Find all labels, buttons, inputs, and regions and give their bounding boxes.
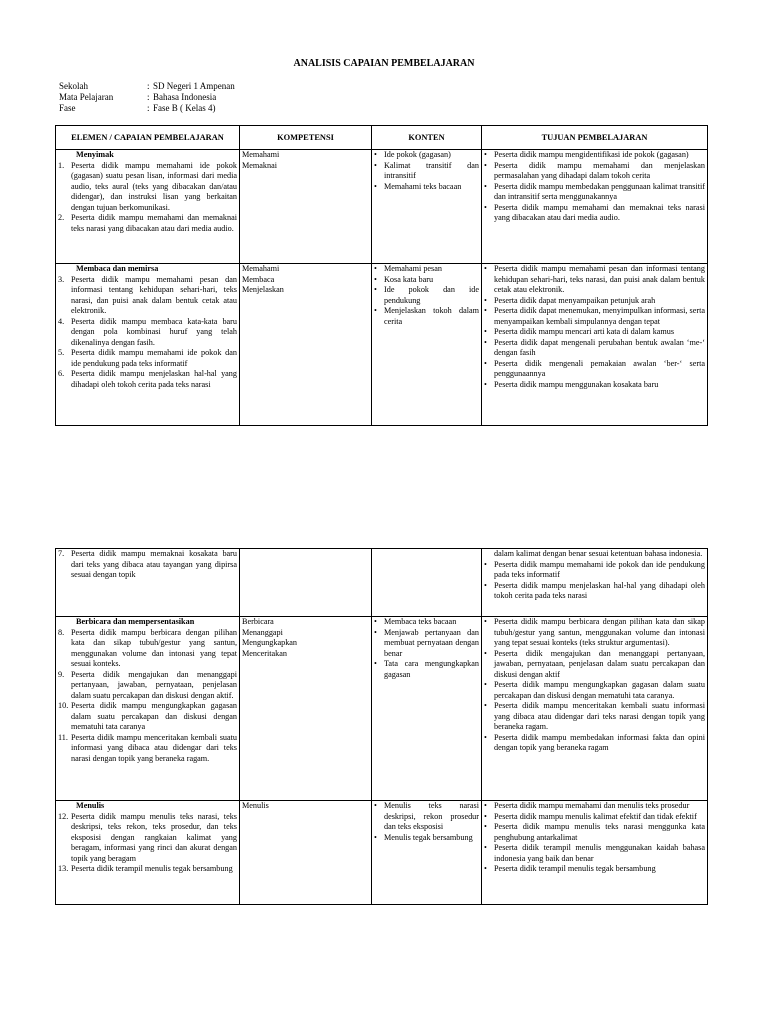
kompetensi-item: Menulis — [242, 801, 269, 810]
elemen-heading: Menyimak — [76, 150, 114, 159]
tujuan-item: • Peserta didik mampu mengungkapkan gagasan dalam suatu percakapan dan diskusi dengan mematuhi tata caranya. — [484, 680, 705, 700]
header-elemen: ELEMEN / CAPAIAN PEMBELAJARAN — [56, 126, 240, 150]
konten-cell — [372, 617, 482, 801]
tujuan-item: • Peserta didik mampu menulis kalimat efektif dan tidak efektif — [484, 811, 697, 821]
cp-item: 5. Peserta didik mampu memahami ide pokok dan ide pendukung pada teks informatif — [58, 348, 237, 368]
tujuan-item: • Peserta didik mampu menulis teks narasi menggunka kata penghubung antarkalimat — [484, 822, 705, 842]
tujuan-item: • Peserta didik mampu mencari arti kata di dalam kamus — [484, 327, 675, 336]
tujuan-item: • Peserta didik mampu menjelaskan hal-hal yang dihadapi oleh tokoh cerita pada teks narasi — [484, 580, 705, 600]
cp-item: 11. Peserta didik mampu menceritakan kembali suatu informasi yang dibaca atau didengar dari teks narasi dengan topik yang beraneka ragam. — [58, 732, 237, 763]
elemen-cell — [56, 801, 240, 905]
tujuan-item: • Peserta didik dapat menemukan, menyimpulkan informasi, serta menyampaikan kembali simpulannya dengan tepat — [484, 306, 705, 326]
tujuan-item: • Peserta didik mampu mengidentifikasi ide pokok (gagasan) — [484, 150, 689, 159]
tujuan-item: • Peserta didik mampu berbicara dengan pilihan kata dan sikap tubuh/gestur yang santun, menggunakan volume dan intonasi yang tepat sesuai konteks (teks struktur argumentasi). — [484, 617, 705, 647]
meta-row-fase: Fase : Fase B ( Kelas 4) — [59, 103, 216, 113]
cp-item: 6. Peserta didik mampu menjelaskan hal-hal yang dihadapi oleh tokoh cerita pada teks narasi — [58, 369, 237, 389]
header-kompetensi: KOMPETENSI — [240, 126, 372, 150]
kompetensi-item: Memahami — [242, 264, 280, 273]
tujuan-item: • Peserta didik mampu memahami dan menulis teks prosedur — [484, 801, 690, 810]
konten-item: • Menulis tegak bersambung — [374, 832, 473, 842]
konten-item: • Menjawab pertanyaan dan membuat pernyataan dengan benar — [374, 627, 479, 658]
konten-item: • Menjelaskan tokoh dalam cerita — [374, 306, 479, 326]
konten-item: • Ide pokok (gagasan) — [374, 150, 451, 159]
kompetensi-cell — [240, 264, 372, 426]
tujuan-item: • Peserta didik mampu memahami dan menjelaskan permasalahan yang dihadapi dalam tokoh cerita — [484, 160, 705, 180]
elemen-cell — [56, 617, 240, 801]
table-row-membaca — [56, 264, 708, 426]
tujuan-cell — [482, 617, 708, 801]
konten-item: • Tata cara mengungkapkan gagasan — [374, 659, 479, 679]
kompetensi-item: Mengungkapkan — [242, 638, 298, 647]
cp-table-page-2 — [55, 548, 708, 905]
cp-item: 9. Peserta didik mengajukan dan menanggapi pertanyaan, jawaban, pernyataan, penjelasan dalam suatu percakapan dan diskusi dengan aktif. — [58, 669, 237, 700]
konten-item: • Menulis teks narasi deskripsi, rekon prosedur dan teks eksposisi — [374, 801, 479, 831]
tujuan-cell — [482, 264, 708, 426]
table-row-menyimak — [56, 150, 708, 264]
cp-item: 12. Peserta didik mampu menulis teks narasi, teks deskripsi, teks rekon, teks prosedur, dan teks eksposisi dengan rangkaian kalimat yang beragam, informasi yang rinci dan akurat dengan topik yang beragam — [58, 811, 237, 863]
kompetensi-item: Memahami — [242, 150, 280, 159]
konten-item: • Kalimat transitif dan intransitif — [374, 160, 479, 180]
table-row-berbicara — [56, 617, 708, 801]
elemen-heading: Berbicara dan mempersentasikan — [76, 617, 195, 626]
table-header-row — [56, 126, 708, 150]
konten-cell — [372, 150, 482, 264]
table-row-continued — [56, 549, 708, 617]
elemen-cell — [56, 150, 240, 264]
kompetensi-cell — [240, 150, 372, 264]
table-row-menulis — [56, 801, 708, 905]
header-konten: KONTEN — [372, 126, 482, 150]
cp-table-page-1 — [55, 125, 708, 426]
tujuan-continued-text: dalam kalimat dengan benar sesuai ketentuan bahasa indonesia. — [494, 549, 703, 558]
tujuan-item: • Peserta didik mampu menggunakan kosakata baru — [484, 379, 659, 389]
kompetensi-item: Menjelaskan — [242, 285, 284, 294]
tujuan-item: • Peserta didik mengenali pemakaian awalan ‘ber-‘ serta penggunaannya — [484, 358, 705, 378]
tujuan-item: • Peserta didik dapat mengenali perubahan bentuk awalan ‘me-‘ dengan fasih — [484, 337, 705, 357]
kompetensi-item: Menanggapi — [242, 627, 283, 637]
kompetensi-cell — [240, 617, 372, 801]
tujuan-item: • Peserta didik mampu membedakan penggunaan kalimat transitif dan intransitif serta menggunakannya — [484, 181, 705, 201]
tujuan-item: • Peserta didik dapat menyampaikan petunjuk arah — [484, 295, 656, 305]
tujuan-item: • Peserta didik mengajukan dan menanggapi pertanyaan, jawaban, pernyataan, penjelasan dalam suatu percakapan dan diskusi dengan aktif — [484, 648, 705, 679]
cp-item: 7. Peserta didik mampu memaknai kosakata baru dari teks yang dibaca atau tayangan yang dipirsa sesuai dengan topik — [58, 549, 237, 579]
elemen-heading: Menulis — [76, 801, 105, 810]
tujuan-item: • Peserta didik mampu membedakan informasi fakta dan opini dengan topik yang beraneka ragam — [484, 732, 705, 752]
konten-item: • Kosa kata baru — [374, 274, 434, 284]
kompetensi-cell — [240, 549, 372, 617]
kompetensi-item: Menceritakan — [242, 648, 288, 658]
cp-item: 8. Peserta didik mampu berbicara dengan pilihan kata dan sikap tubuh/gestur yang santun, menggunakan volume dan intonasi yang tepat sesuai konteks. — [58, 627, 237, 668]
cp-item: 1. Peserta didik mampu memahami ide pokok (gagasan) suatu pesan lisan, informasi dari media audio, teks aural (teks yang dibacakan dan/atau didengar), dan instruksi lisan yang berkaitan dengan tujuan berkomunikasi. — [58, 160, 237, 212]
tujuan-cell — [482, 549, 708, 617]
kompetensi-item: Membaca — [242, 274, 275, 284]
tujuan-item: • Peserta didik terampil menulis menggunakan kaidah bahasa indonesia yang baik dan benar — [484, 843, 705, 863]
cp-item: 3. Peserta didik mampu memahami pesan dan informasi tentang kehidupan sehari-hari, teks narasi, dan puisi anak dalam bentuk cetak atau elektronik. — [58, 274, 237, 315]
tujuan-item: • Peserta didik mampu memahami pesan dan informasi tentang kehidupan sehari-hari, teks narasi, dan puisi anak dalam bentuk cetak atau elektronik. — [484, 264, 705, 294]
tujuan-cell — [482, 150, 708, 264]
tujuan-cell — [482, 801, 708, 905]
konten-cell — [372, 801, 482, 905]
konten-item: • Membaca teks bacaan — [374, 617, 457, 626]
konten-item: • Memahami pesan — [374, 264, 442, 273]
konten-cell — [372, 549, 482, 617]
konten-item: • Memahami teks bacaan — [374, 181, 462, 191]
cp-item: 10. Peserta didik mampu mengungkapkan gagasan dalam suatu percakapan dan diskusi dengan mematuhi tata caranya — [58, 701, 237, 731]
tujuan-item: • Peserta didik mampu memahami ide pokok dan ide pendukung pada teks informatif — [484, 559, 705, 579]
cp-item: 4. Peserta didik mampu membaca kata-kata baru dengan pola kombinasi huruf yang telah dikenalinya dengan fasih. — [58, 316, 237, 347]
tujuan-item: • Peserta didik mampu menceritakan kembali suatu informasi yang dibaca atau didengar dari teks narasi dengan topik yang beraneka ragam. — [484, 701, 705, 731]
header-tujuan: TUJUAN PEMBELAJARAN — [482, 126, 708, 150]
kompetensi-item: Berbicara — [242, 617, 274, 626]
cp-item: 2. Peserta didik mampu memahami dan memaknai teks narasi yang dibacakan atau dari media audio. — [58, 213, 237, 233]
elemen-heading: Membaca dan memirsa — [76, 264, 159, 273]
elemen-cell — [56, 549, 240, 617]
elemen-cell — [56, 264, 240, 426]
konten-cell — [372, 264, 482, 426]
kompetensi-cell — [240, 801, 372, 905]
kompetensi-item: Memaknai — [242, 160, 278, 170]
konten-item: • Ide pokok dan ide pendukung — [374, 285, 479, 305]
meta-row-sekolah: Sekolah : SD Negeri 1 Ampenan — [59, 81, 235, 91]
tujuan-item: • Peserta didik mampu memahami dan memaknai teks narasi yang dibacakan atau dari media audio. — [484, 202, 705, 222]
document-title: ANALISIS CAPAIAN PEMBELAJARAN — [293, 58, 475, 69]
cp-item: 13. Peserta didik terampil menulis tegak bersambung — [58, 864, 233, 873]
meta-row-mata-pelajaran: Mata Pelajaran : Bahasa Indonesia — [59, 92, 217, 102]
tujuan-item: • Peserta didik terampil menulis tegak bersambung — [484, 864, 656, 873]
document-meta — [59, 81, 235, 114]
